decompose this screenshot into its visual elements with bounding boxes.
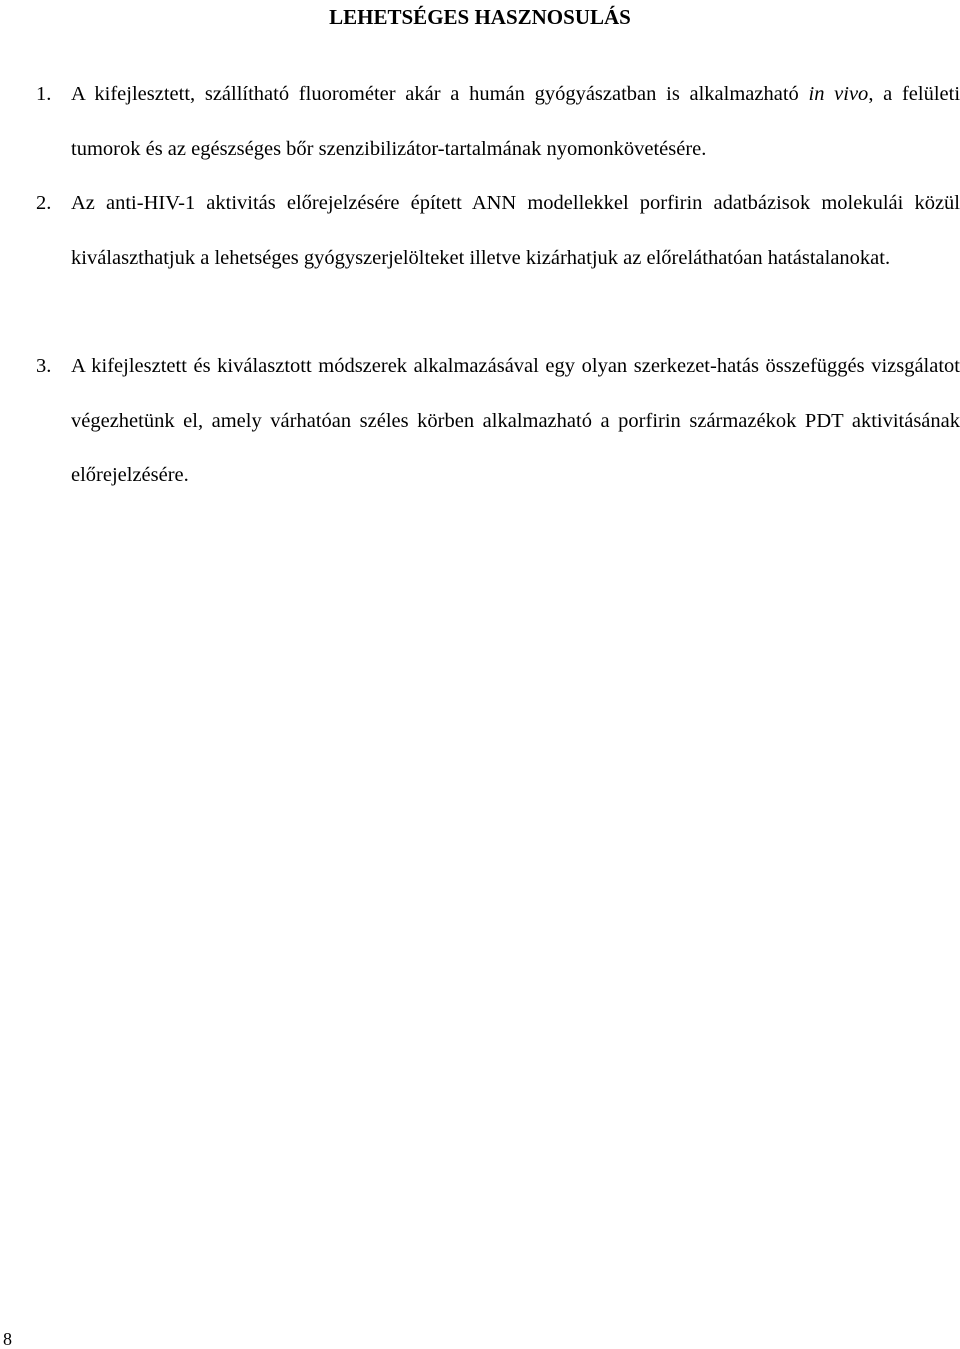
page-title: LEHETSÉGES HASZNOSULÁS: [329, 5, 631, 29]
item-text-italic: in vivo: [808, 83, 869, 105]
page-number: 8: [3, 1329, 12, 1349]
item-text-start: A kifejlesztett, szállítható fluorométer akár a humán gyógyászatban is alkalmazható: [71, 83, 809, 105]
item-text: Az anti-HIV-1 aktivitás előrejelzésére épített ANN modellekkel porfirin adatbázisok molekulái közül kiválaszthatjuk a lehetséges gyógyszerjelölteket illetve kizárhatjuk az előreláthatóan hatástalanokat.: [71, 192, 960, 269]
list-item-1: [36, 67, 960, 176]
item-number: 2.: [36, 192, 52, 214]
item-text-end: , a felületi tumorok és az egészséges bőr szenzibilizátor-tartalmának nyomonkövetésére.: [71, 83, 960, 160]
list-item-3: [36, 339, 960, 503]
list-item-2: [36, 176, 960, 285]
item-number: 3.: [36, 355, 52, 377]
item-text: A kifejlesztett és kiválasztott módszerek alkalmazásával egy olyan szerkezet-hatás összefüggés vizsgálatot végezhetünk el, amely várhatóan széles körben alkalmazható a porfirin származékok PDT aktivitásának előrejelzésére.: [71, 355, 960, 486]
item-number: 1.: [36, 83, 52, 105]
item-text: [71, 67, 960, 176]
